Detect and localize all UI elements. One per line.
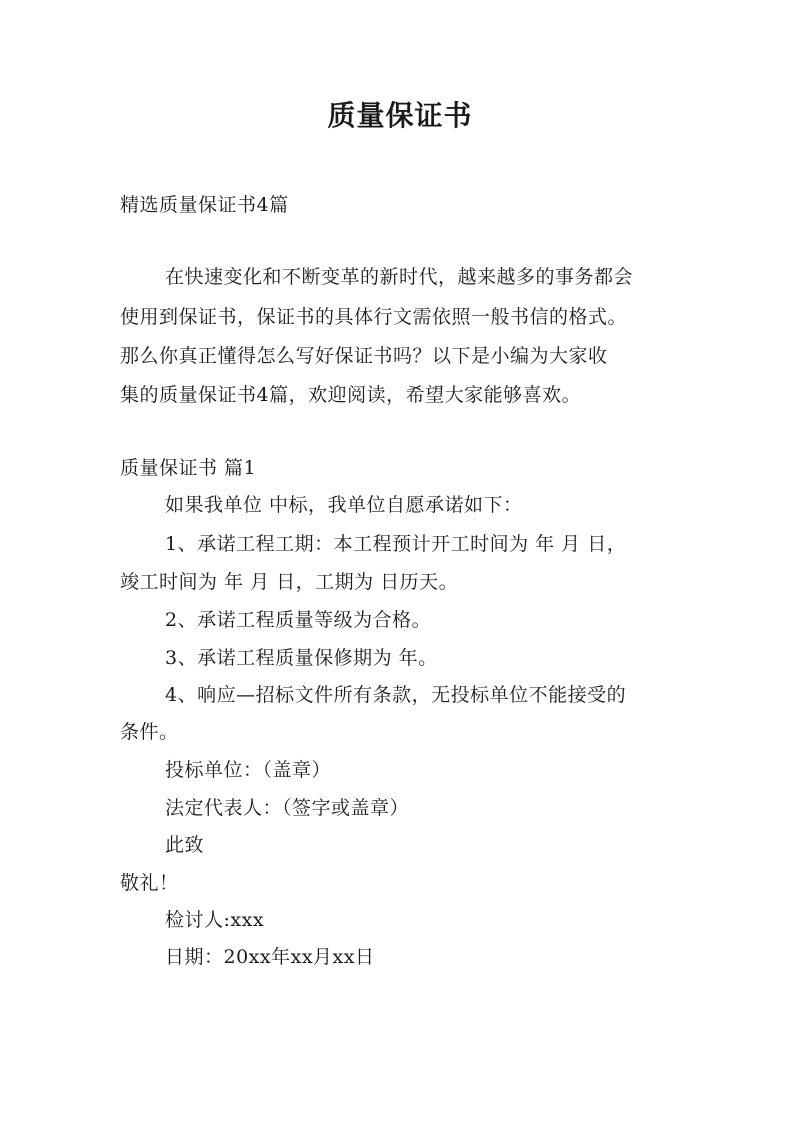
body-line: 条件。 bbox=[120, 721, 179, 743]
body-line: 日期：20xx年xx月xx日 bbox=[165, 946, 375, 968]
document-subtitle: 精选质量保证书4篇 bbox=[120, 194, 289, 216]
body-line: 如果我单位 中标，我单位自愿承诺如下： bbox=[165, 494, 523, 516]
body-line: 2、承诺工程质量等级为合格。 bbox=[165, 609, 432, 631]
intro-line: 使用到保证书，保证书的具体行文需依照一般书信的格式。 bbox=[120, 306, 628, 328]
intro-line: 集的质量保证书4篇，欢迎阅读，希望大家能够喜欢。 bbox=[120, 384, 582, 406]
body-line: 4、响应—招标文件所有条款，无投标单位不能接受的 bbox=[165, 684, 627, 706]
body-line: 检讨人:xxx bbox=[165, 909, 265, 931]
body-line: 敬礼！ bbox=[120, 872, 179, 894]
body-line: 1、承诺工程工期：本工程预计开工时间为 年 月 日， bbox=[165, 533, 627, 555]
intro-line: 在快速变化和不断变革的新时代，越来越多的事务都会 bbox=[165, 266, 634, 288]
body-line: 投标单位：（盖章） bbox=[165, 759, 332, 781]
body-line: 3、承诺工程质量保修期为 年。 bbox=[165, 647, 438, 669]
body-line: 竣工时间为 年 月 日，工期为 日历天。 bbox=[120, 571, 459, 593]
body-line: 此致 bbox=[165, 834, 205, 856]
body-line: 法定代表人：（签字或盖章） bbox=[165, 797, 410, 819]
intro-line: 那么你真正懂得怎么写好保证书吗？以下是小编为大家收 bbox=[120, 345, 608, 367]
document-title: 质量保证书 bbox=[327, 99, 473, 132]
section-heading: 质量保证书 篇1 bbox=[120, 457, 257, 479]
